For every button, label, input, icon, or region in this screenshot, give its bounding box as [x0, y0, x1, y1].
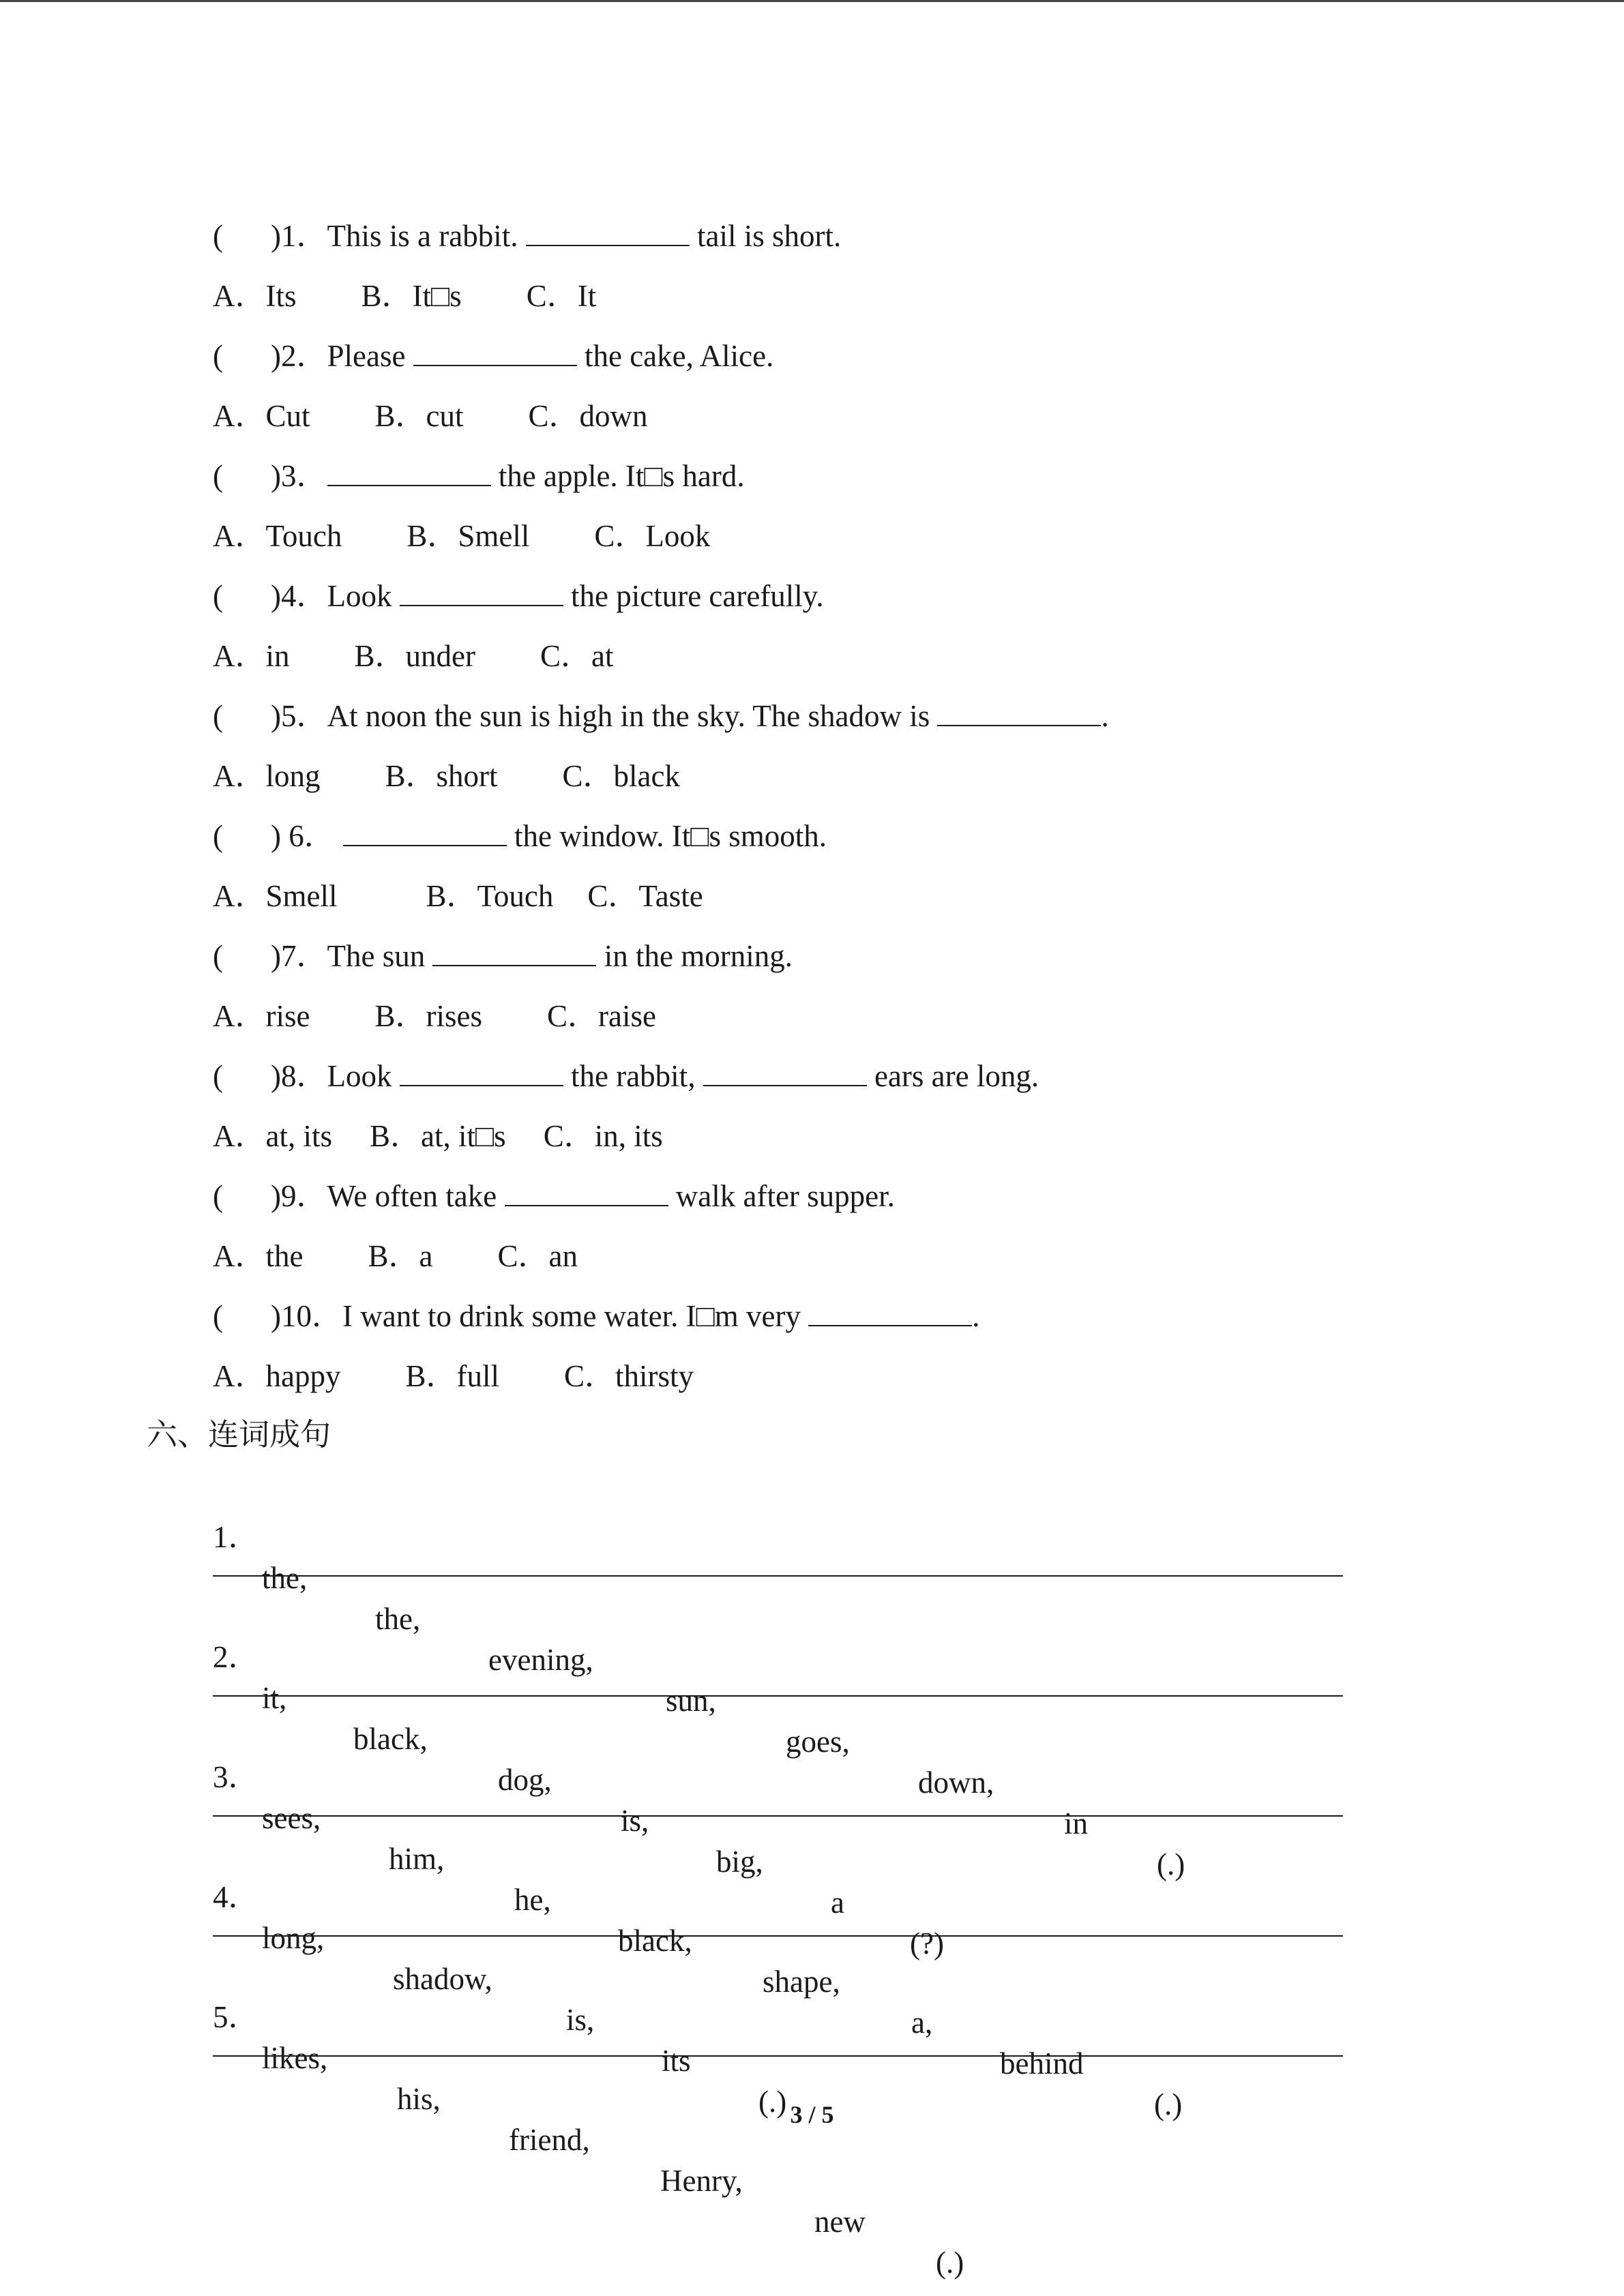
answer-line[interactable]: [213, 2055, 1343, 2057]
options-4: A．in B．under C．at: [213, 639, 614, 673]
reorder-item-3: 3． sees, him, he, black, shape, a, behind (.): [213, 1760, 1183, 2121]
options-10: A．happy B．full C．thirsty: [213, 1359, 694, 1393]
answer-blank[interactable]: [400, 1058, 563, 1086]
question-9: ( )9．We often take walk after supper.: [213, 1179, 895, 1213]
question-3: ( )3． the apple. It□s hard.: [213, 459, 745, 493]
question-2: ( )2．Please the cake, Alice.: [213, 339, 774, 373]
options-9: A．the B．a C．an: [213, 1239, 578, 1273]
answer-blank[interactable]: [400, 578, 563, 606]
options-6: A．Smell B．Touch C．Taste: [213, 879, 703, 913]
options-7: A．rise B．rises C．raise: [213, 999, 656, 1033]
answer-blank[interactable]: [432, 938, 596, 966]
page-number: 3 / 5: [790, 2101, 834, 2128]
top-border: [0, 0, 1624, 2]
answer-blank[interactable]: [505, 1178, 668, 1206]
answer-blank[interactable]: [413, 338, 577, 366]
answer-line[interactable]: [213, 1935, 1343, 1937]
answer-line[interactable]: [213, 1815, 1343, 1817]
answer-line[interactable]: [213, 1575, 1343, 1577]
answer-blank[interactable]: [937, 698, 1101, 726]
question-7: ( )7．The sun in the morning.: [213, 939, 793, 973]
options-1: A．Its B．It□s C．It: [213, 279, 597, 313]
options-2: A．Cut B．cut C．down: [213, 399, 648, 433]
reorder-item-5: 5． likes, his, friend, Henry, new (.): [213, 2000, 964, 2280]
question-5: ( )5．At noon the sun is high in the sky. The shadow is .: [213, 699, 1109, 733]
options-5: A．long B．short C．black: [213, 759, 680, 793]
question-10: ( )10．I want to drink some water. I□m very .: [213, 1299, 980, 1333]
answer-blank[interactable]: [327, 458, 491, 486]
reorder-item-4: 4． long, shadow, is, its (.): [213, 1880, 787, 2119]
answer-blank[interactable]: [526, 218, 690, 246]
answer-line[interactable]: [213, 1695, 1343, 1697]
reorder-item-1: 1． the, the, evening, sun, goes, down, in (.): [213, 1520, 1185, 1881]
answer-blank[interactable]: [343, 818, 507, 846]
question-8: ( )8．Look the rabbit, ears are long.: [213, 1059, 1039, 1093]
answer-blank[interactable]: [808, 1298, 972, 1326]
question-6: ( ) 6． the window. It□s smooth.: [213, 819, 827, 853]
options-3: A．Touch B．Smell C．Look: [213, 519, 711, 553]
question-1: ( )1．This is a rabbit. tail is short.: [213, 219, 842, 253]
options-8: A．at, its B．at, it□s C．in, its: [213, 1119, 663, 1153]
reorder-item-2: 2． it, black, dog, is, big, a (?): [213, 1640, 944, 1960]
section-title: 六、连词成句: [147, 1416, 331, 1452]
question-4: ( )4．Look the picture carefully.: [213, 579, 824, 613]
answer-blank[interactable]: [703, 1058, 867, 1086]
